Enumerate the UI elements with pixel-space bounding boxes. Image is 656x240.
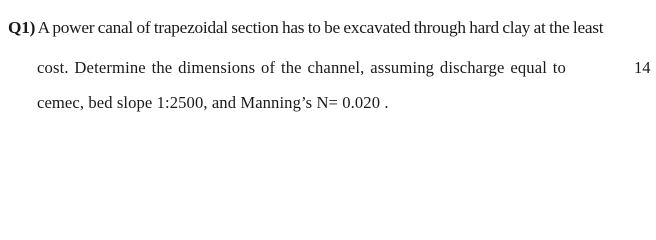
question-text-line-1: A power canal of trapezoidal section has to be excavated through hard clay at the least xyxy=(37,18,604,37)
question-line-3: cemec, bed slope 1:2500, and Manning’s N= 0.020 . xyxy=(37,93,389,112)
question-line-2: cost. Determine the dimensions of the channel, assuming discharge equal to xyxy=(37,58,567,77)
question-line-2-end: 14 xyxy=(634,58,651,77)
question-line-1 xyxy=(8,18,603,38)
question-number: Q1) xyxy=(8,18,36,37)
